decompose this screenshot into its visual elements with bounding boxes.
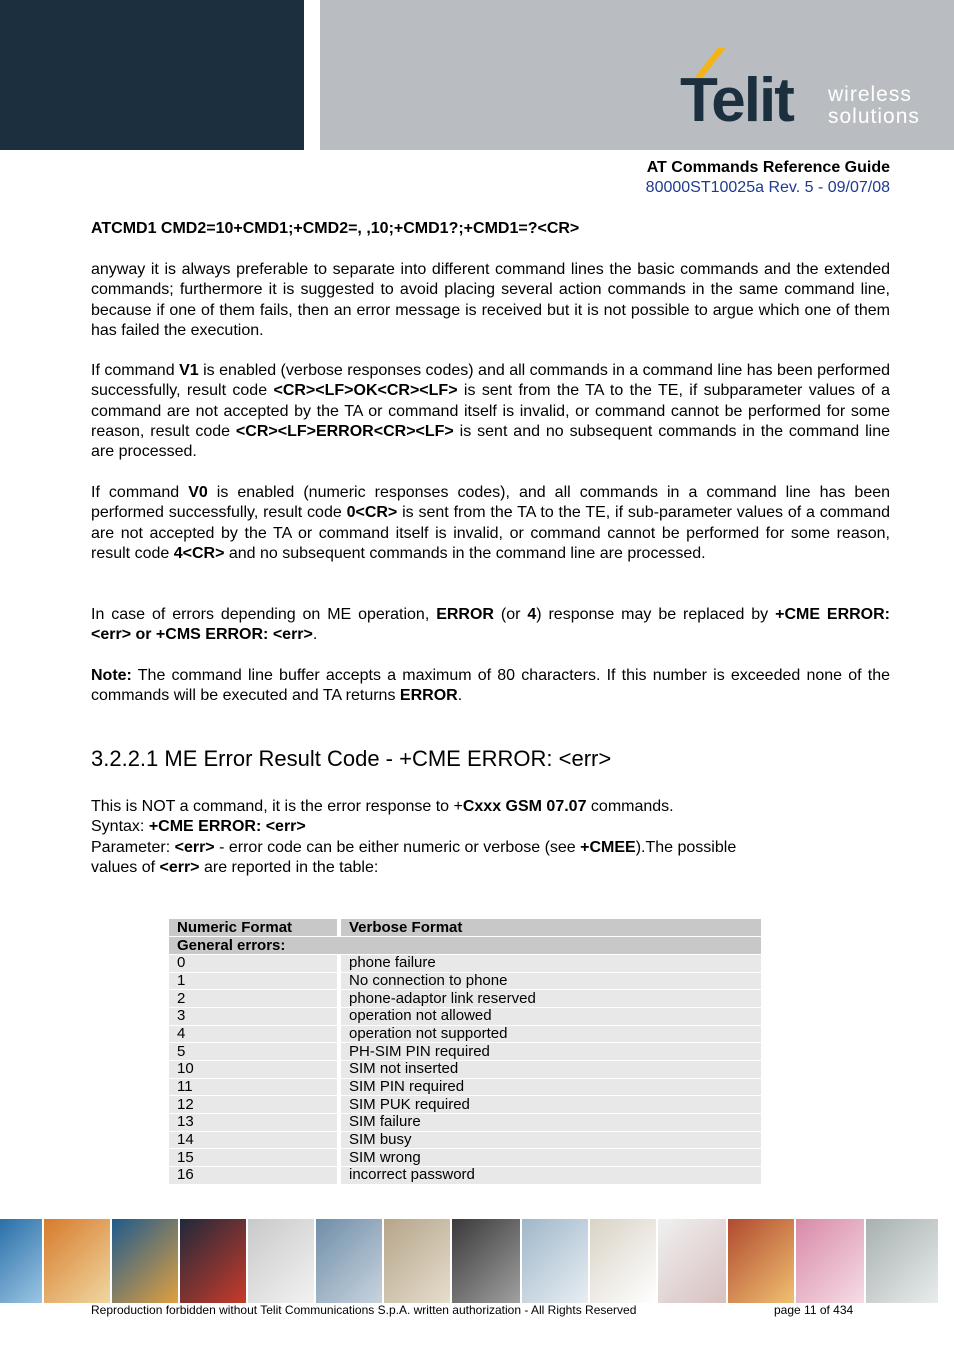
photo-tile	[248, 1219, 314, 1303]
footer-rights: Reproduction forbidden without Telit Communications S.p.A. written authorization - All Rights Reserved	[91, 1303, 637, 1317]
verbose-text-cell: operation not supported	[339, 1025, 761, 1043]
verbose-text-cell: SIM PIN required	[339, 1078, 761, 1096]
verbose-text-cell: PH-SIM PIN required	[339, 1043, 761, 1061]
verbose-text-cell: SIM PUK required	[339, 1096, 761, 1114]
photo-tile	[384, 1219, 450, 1303]
numeric-code-cell: 0	[169, 954, 339, 972]
error-codes-table	[169, 919, 761, 1185]
photo-tile	[112, 1219, 178, 1303]
photo-tile	[522, 1219, 588, 1303]
paragraph-separate-commands: anyway it is always preferable to separate into different command lines the basic commands and the extended commands; furthermore it is suggested to avoid placing several action commands in the same command line, because if one of them fails, then an error message is received but it is not possible to argue which one of them has failed the execution.	[91, 261, 890, 339]
photo-tile	[590, 1219, 656, 1303]
photo-tile	[316, 1219, 382, 1303]
document-title: AT Commands Reference Guide	[646, 159, 890, 176]
numeric-code-cell: 15	[169, 1149, 339, 1167]
table-row	[169, 972, 761, 990]
section-heading: 3.2.2.1 ME Error Result Code - +CME ERROR: <err>	[91, 746, 612, 771]
header-dark-panel	[0, 0, 304, 150]
command-example: ATCMD1 CMD2=10+CMD1;+CMD2=, ,10;+CMD1?;+CMD1=?<CR>	[91, 220, 580, 237]
table-row	[169, 1131, 761, 1149]
photo-tile	[728, 1219, 794, 1303]
numeric-code-cell: 3	[169, 1007, 339, 1025]
verbose-text-cell: SIM busy	[339, 1131, 761, 1149]
numeric-code-cell: 5	[169, 1043, 339, 1061]
parameter-line: Parameter: <err> - error code can be either numeric or verbose (see +CMEE).The possible	[91, 839, 737, 856]
note-paragraph: Note: The command line buffer accepts a maximum of 80 characters. If this number is exceeded none of the commands will be executed and TA returns ERROR.	[91, 667, 890, 705]
verbose-text-cell: operation not allowed	[339, 1007, 761, 1025]
verbose-text-cell: No connection to phone	[339, 972, 761, 990]
logo-word: Telit	[680, 66, 793, 135]
verbose-text-cell: phone failure	[339, 954, 761, 972]
table-row	[169, 1167, 761, 1185]
table-row	[169, 1078, 761, 1096]
table-group-row	[169, 937, 761, 955]
table-row	[169, 1114, 761, 1132]
table-row	[169, 1007, 761, 1025]
section-intro: This is NOT a command, it is the error response to +Cxxx GSM 07.07 commands.	[91, 798, 674, 815]
paragraph-me-errors: In case of errors depending on ME operation, ERROR (or 4) response may be replaced by +CME ERROR: <err> or +CMS ERROR: <err>.	[91, 606, 891, 644]
group-label: General errors:	[169, 937, 761, 955]
parameter-line-continued: values of <err> are reported in the table:	[91, 859, 379, 876]
paragraph-verbose-results: If command V1 is enabled (verbose responses codes) and all commands in a command line has been performed successfully, result code <CR><LF>OK<CR><LF> is sent from the TA to the TE, if subparameter values of a command are not accepted by the TA or command itself is invalid, or command cannot be performed for some reason, result code <CR><LF>ERROR<CR><LF> is sent and no subsequent commands in the command line are processed.	[91, 362, 891, 461]
numeric-code-cell: 13	[169, 1114, 339, 1132]
photo-tile	[658, 1219, 726, 1303]
numeric-code-cell: 2	[169, 990, 339, 1008]
table-row	[169, 1025, 761, 1043]
table-row	[169, 1043, 761, 1061]
column-header-verbose: Verbose Format	[339, 919, 761, 937]
logo-tagline: wireless solutions	[828, 83, 920, 128]
verbose-text-cell: SIM not inserted	[339, 1061, 761, 1079]
numeric-code-cell: 10	[169, 1061, 339, 1079]
footer-page-number: page 11 of 434	[774, 1303, 854, 1317]
footer-photo-strip	[0, 1219, 954, 1303]
document-revision: 80000ST10025a Rev. 5 - 09/07/08	[645, 179, 890, 196]
numeric-code-cell: 11	[169, 1078, 339, 1096]
photo-tile	[866, 1219, 938, 1303]
table-header-row	[169, 919, 761, 937]
numeric-code-cell: 1	[169, 972, 339, 990]
photo-tile	[180, 1219, 246, 1303]
verbose-text-cell: SIM failure	[339, 1114, 761, 1132]
table-row	[169, 990, 761, 1008]
numeric-code-cell: 14	[169, 1131, 339, 1149]
photo-tile	[452, 1219, 520, 1303]
numeric-code-cell: 12	[169, 1096, 339, 1114]
column-header-numeric: Numeric Format	[169, 919, 339, 937]
table-row	[169, 954, 761, 972]
numeric-code-cell: 16	[169, 1167, 339, 1185]
verbose-text-cell: SIM wrong	[339, 1149, 761, 1167]
photo-tile	[44, 1219, 110, 1303]
telit-logo	[676, 48, 936, 135]
syntax-line: Syntax: +CME ERROR: <err>	[91, 818, 306, 835]
document-title-block	[646, 158, 890, 198]
paragraph-numeric-results: If command V0 is enabled (numeric responses codes), and all commands in a command line has been performed successfully, result code 0<CR> is sent from the TA to the TE, if sub-parameter values of a command are not accepted by the TA or command itself is invalid, or command cannot be performed for some reason, result code 4<CR> and no subsequent commands in the command line are processed.	[91, 484, 891, 562]
numeric-code-cell: 4	[169, 1025, 339, 1043]
table-row	[169, 1061, 761, 1079]
verbose-text-cell: incorrect password	[339, 1167, 761, 1185]
verbose-text-cell: phone-adaptor link reserved	[339, 990, 761, 1008]
table-row	[169, 1096, 761, 1114]
photo-tile	[0, 1219, 42, 1303]
table-row	[169, 1149, 761, 1167]
photo-tile	[796, 1219, 864, 1303]
